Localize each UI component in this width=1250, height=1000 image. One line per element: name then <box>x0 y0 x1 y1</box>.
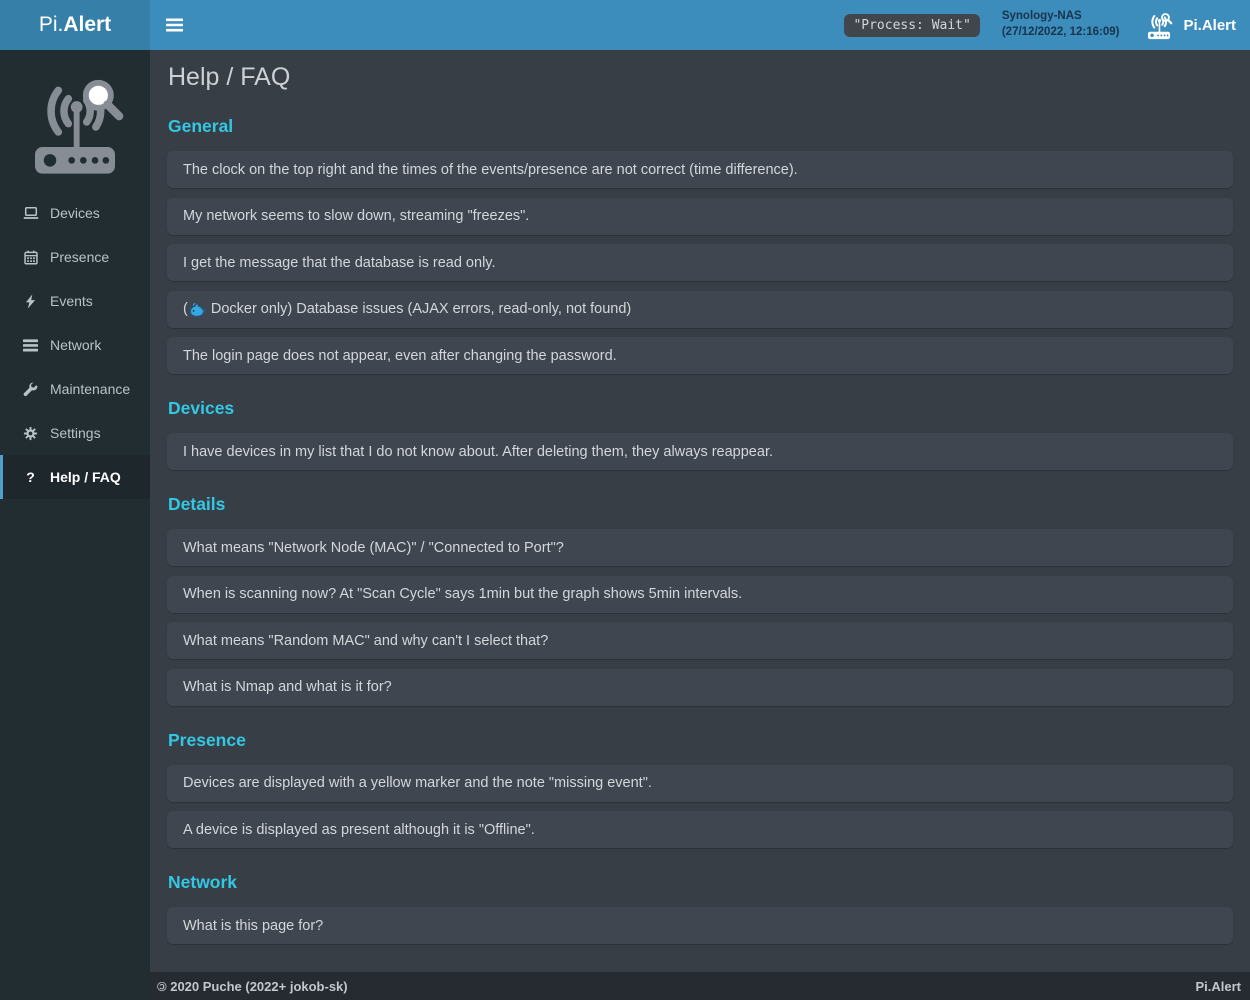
sidebar-item-presence[interactable] <box>0 235 150 279</box>
bolt-icon <box>22 294 39 309</box>
faq-question[interactable] <box>167 198 1233 235</box>
sidebar <box>0 50 150 1000</box>
faq-question-text: Devices are displayed with a yellow marker and the note "missing event". <box>183 775 652 791</box>
calendar-icon <box>22 250 39 265</box>
sidebar-item-devices[interactable] <box>0 191 150 235</box>
gear-icon <box>22 426 39 441</box>
faq-question[interactable] <box>167 765 1233 802</box>
faq-question[interactable] <box>167 529 1233 566</box>
sidebar-item-maintenance[interactable] <box>0 367 150 411</box>
faq-question[interactable] <box>167 244 1233 281</box>
sidebar-item-label: Events <box>50 293 93 309</box>
sidebar-item-label: Maintenance <box>50 381 131 397</box>
sidebar-item-label: Network <box>50 337 102 353</box>
faq-question-text: I get the message that the database is read only. <box>183 254 496 271</box>
sidebar-menu <box>0 191 150 499</box>
faq-question-text: Docker only) Database issues (AJAX errors, read-only, not found) <box>210 301 632 317</box>
docker-whale-icon <box>189 303 206 317</box>
section-title-devices: Devices <box>168 398 235 418</box>
network-icon <box>22 339 39 352</box>
faq-question[interactable] <box>167 622 1233 659</box>
faq-question[interactable] <box>167 291 1233 328</box>
faq-question-text: What is Nmap and what is it for? <box>183 679 392 695</box>
sidebar-item-label: Help / FAQ <box>50 469 121 485</box>
page-title: Help / FAQ <box>168 63 291 91</box>
navbar <box>150 0 1250 50</box>
faq-question-text: The clock on the top right and the times of the events/presence are not correct (time difference). <box>183 161 798 178</box>
sidebar-item-help-faq[interactable] <box>0 455 150 499</box>
faq-question-text: The login page does not appear, even after changing the password. <box>183 347 617 364</box>
process-status-badge: "Process: Wait" <box>844 14 979 37</box>
footer <box>150 972 1250 1000</box>
faq-question-text: What means "Network Node (MAC)" / "Connected to Port"? <box>183 539 564 556</box>
sidebar-item-network[interactable] <box>0 323 150 367</box>
laptop-icon <box>22 206 39 220</box>
section-title-presence: Presence <box>168 729 246 750</box>
section-title-general: General <box>168 116 234 136</box>
navbar-brand-label: Pi.Alert <box>1183 16 1236 34</box>
section-title-details: Details <box>168 494 226 514</box>
device-name: Synology-NAS <box>1001 10 1082 23</box>
hamburger-icon <box>166 18 183 32</box>
faq-question-text: My network seems to slow down, streaming "freezes". <box>183 208 530 224</box>
sidebar-item-settings[interactable] <box>0 411 150 455</box>
faq-sections <box>167 116 1233 944</box>
sidebar-item-label: Devices <box>50 205 100 221</box>
pialert-logo <box>0 50 150 191</box>
faq-question[interactable] <box>167 811 1233 848</box>
faq-question-text: What means "Random MAC" and why can't I select that? <box>183 632 549 649</box>
app-logo[interactable] <box>0 0 150 50</box>
faq-question-text: When is scanning now? At "Scan Cycle" says 1min but the graph shows 5min intervals. <box>183 586 743 602</box>
footer-brand: Pi.Alert <box>1195 978 1241 994</box>
faq-question-text: I have devices in my list that I do not know about. After deleting them, they always reappear. <box>183 443 773 460</box>
faq-question[interactable] <box>167 151 1233 188</box>
navbar-brand[interactable] <box>1145 11 1250 40</box>
sidebar-toggle-button[interactable] <box>150 0 199 50</box>
faq-question-text: What is this page for? <box>183 917 324 934</box>
faq-question[interactable] <box>167 669 1233 706</box>
copyleft-icon: © <box>157 978 167 994</box>
faq-question-text: ( <box>183 301 188 317</box>
sidebar-item-events[interactable] <box>0 279 150 323</box>
sidebar-item-label: Presence <box>50 249 110 265</box>
faq-question[interactable] <box>167 337 1233 374</box>
faq-question-text: A device is displayed as present although it is "Offline". <box>183 821 535 838</box>
wrench-icon <box>22 382 39 397</box>
navbar-right <box>844 9 1250 40</box>
section-title-network: Network <box>168 872 238 892</box>
content-area <box>150 50 1250 972</box>
question-icon: ? <box>26 469 35 485</box>
app-logo-text: Pi.Alert <box>38 13 112 36</box>
faq-question[interactable] <box>167 433 1233 470</box>
footer-copyright: © 2020 Puche (2022+ jokob-sk) <box>157 978 348 994</box>
faq-question[interactable] <box>167 576 1233 613</box>
device-timestamp: (27/12/2022, 12:16:09) <box>1001 26 1120 38</box>
pialert-logo-icon <box>25 72 125 177</box>
device-info <box>1002 9 1120 40</box>
top-navbar <box>0 0 1250 50</box>
faq-question[interactable] <box>167 907 1233 944</box>
pialert-mini-logo-icon <box>1145 11 1173 40</box>
sidebar-item-label: Settings <box>50 425 101 441</box>
